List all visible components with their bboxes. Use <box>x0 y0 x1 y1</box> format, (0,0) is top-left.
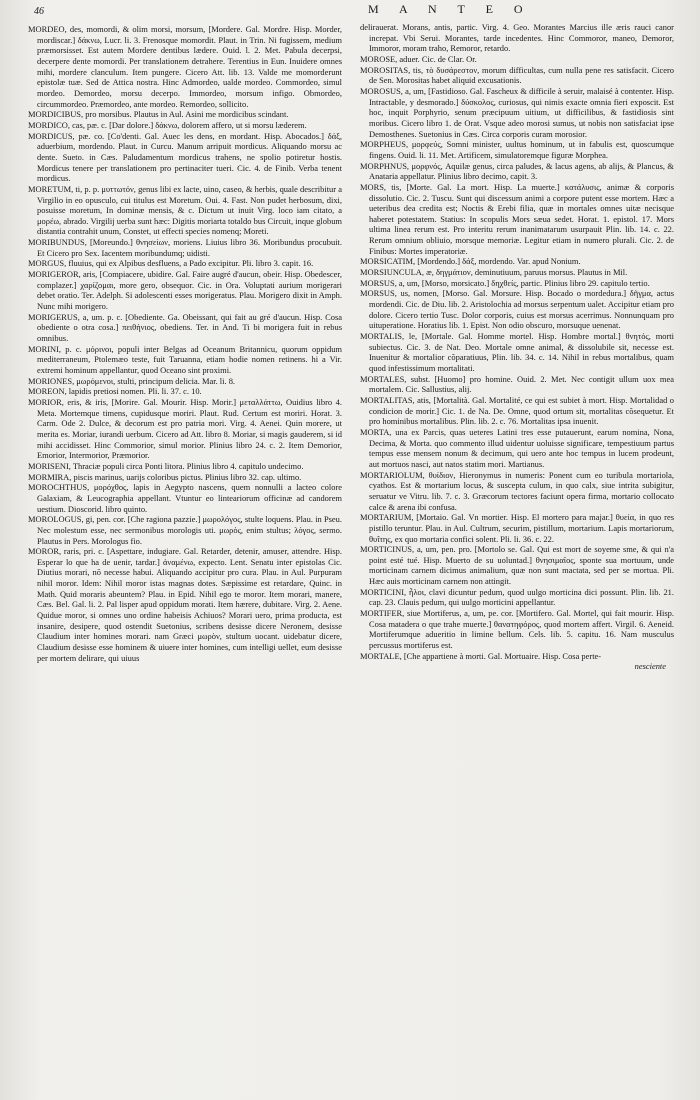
dictionary-entry: MORGUS, fluuius, qui ex Alpibus desfluens, a Pado excipitur. Pli. libro 3. capit. 16. <box>28 258 314 269</box>
dictionary-entry: MOROR, raris, pri. c. [Aspettare, indugiare. Gal. Retarder, detenir, amuser, attendre. Hisp. Esperar lo que ha de uenir, tardar.] ἀναμένω, expecto. Lent. Senatu inter epistolas Cic. Diutius morari, nō necesse habui. Aliquando accipitur pro cura. Plau. in Aul. Purpuram nihil moror. Idem: Nihil moror istas magnas dotes. Sæpissime est retardare, Quinc. in Math. Quid moraris abeuntem? Plau. in Epid. Nihil ego te moror. Item morari, manere, Cæs. Bel. Gal. li. 2. Pal lisper apud oppidum morati. Item hærere, dubitare. Virg. 2. Aene. Quidue moror, si omnes uno ordine habeisis Achiuos? Morari uero, prima producta, est insanire, desipere, quod ostendit Suetonius, scribens desisse dicere Neronem, desisse Claudium inter homines morari. nam Græci μωρὸν, stultum uocant. uidebatur dicere, Claudium desisse esse hominem & uiuere inter homines, cum intelligi uellet, eum desisse per mortem delirare, qui uiuus <box>28 546 342 663</box>
page-number: 46 <box>34 6 44 17</box>
dictionary-entry: MORPHEUS, μορφεύς, Somni minister, uultus hominum, ut in fabulis est, quoscumque fingens. Ouid. li. 11. Met. Artificem, simulatoremque figuræ Morphea. <box>360 139 674 160</box>
dictionary-entry: MORSICATIM, [Mordendo.] δάξ, mordendo. Var. apud Nonium. <box>360 256 581 267</box>
text-columns <box>28 22 674 1086</box>
dictionary-entry: MOROSE, aduer. Cic. de Clar. Or. <box>360 53 477 64</box>
dictionary-entry: MORSUS, us, nomen, [Morso. Gal. Morsure. Hisp. Bocado o mordedura.] δῆγμα, actus mordendi. Cic. de Diu. lib. 2. Aristolochia ad morsus serpentum ualet. Accipitur etiam pro dolore. Cicero tertio Tusc. Dolor corporis, cuius est morsus acerrimus. Nonnunquam pro uituperatione. Horatius lib. 1. Epist. Non odio obscuro, morsuque uenenat. <box>360 288 674 331</box>
dictionary-entry: MORSUS, a, um, [Morso, morsicato.] δηχθείς, partic. Plinius libro 29. capitulo tertio. <box>360 277 650 288</box>
dictionary-entry: MORIONES, μωρόμενοι, stulti, principum delicia. Mar. li. 8. <box>28 375 236 386</box>
dictionary-entry: MORIOR, eris, & iris, [Morire. Gal. Mourir. Hisp. Morir.] μεταλλάττω, Ouidius libro 4. Meta. Mortemque timens, cupidusque moriri. Plaut. Rud. Certum est moriri. Horat. 3. Carm. Ode 2. Dulce, & decorum est pro patria mori. Virg. 4. Aenei. Quin morere, ut merita es. Moriar, iurandi uerbum. Cicero ad Att. libro 8. Moriar, si magis gauderem, si id mihi accidisset. Hinc Commorior, simul morior. Plinius libro 24. c. 2. Item Demorior, Emorior, Intermorior, Præmorior. <box>28 396 342 461</box>
dictionary-entry: MORTIFER, siue Mortiferus, a, um, pe. cor. [Mortifero. Gal. Mortel, qui fait mourir. Hisp. Cosa matadera o que trahe muerte.] θανατηφόρος, quod mortem affert. Virgil. 6. Aeneid. Mortiferumque adueritio in limine bellum. Cels. lib. 5. capitu. 16. Nam musculus percussus mortiferus est. <box>360 608 674 651</box>
page-header <box>28 2 674 20</box>
dictionary-entry: MOROSITAS, tis, τὸ δυσάρεστον, morum difficultas, cum nulla pene res satisfacit. Cicero de Sen. Morositas habet aliquid excusationis. <box>360 64 674 86</box>
dictionary-entry: MORDICO, cas, pæ. c. [Dar dolore.] δάκνω, dolorem affero, ut si morsu læderem. <box>28 119 307 130</box>
dictionary-entry: MORDICIBUS, pro morsibus. Plautus in Aul. Asini me mordicibus scindant. <box>28 109 289 120</box>
right-column <box>360 22 674 1086</box>
dictionary-entry: MORTA, una ex Parcis, quas ueteres Latini tres esse putauerunt, earum nomina, Nona, Decima, & Morta. quo commento illud uidentur uoluisse significare, tempestiuum partus tempus esse mensem nonum & decimum, qui uero ante hoc tempus in lucem prodeunt, aut mortuos nasci, aut natos statim mori. Martianus. <box>360 426 674 469</box>
dictionary-entry: MORTICINUS, a, um, pen. pro. [Mortolo se. Gal. Qui est mort de soyeme sme, & qui n'a point esté tué. Hisp. Muerto de su uoluntad.] θνησιμαῖος, sponte sua mortuum, unde morticinam carnem dicimus animalium, quæ non sunt mactata, sed per se mortua. Pli. Hæc auis morticinam carnem non attingit. <box>360 544 674 587</box>
dictionary-entry: MORTICINI, ἧλοι, clavi dicuntur pedum, quod uulgo morticina dici possunt. Plin. lib. 21. cap. 23. Clauis pedum, qui uulgo morticini appellantur. <box>360 586 674 608</box>
dictionary-entry: MORPHNUS, μορφνός, Aquilæ genus, circa paludes, & lacus agens, ab alijs, & Plancus, & Anataria appellatur. Plinius libro decimo, capit. 3. <box>360 160 674 182</box>
dictionary-entry: MORINI, p. c. μόρινοι, populi inter Belgas ad Oceanum Britannicu, quorum oppidum mediterraneum, Ptolemæo teste, fuit Taruanna, etiam hodie nomen retinens. hi a Vir. extremi hominum appellantur, quod Oceano sint proximi. <box>28 343 342 375</box>
running-head: M A N T E O <box>368 2 532 16</box>
dictionary-entry: MORDICUS, pæ. co. [Co'denti. Gal. Auec les dens, en mordant. Hisp. Abocados.] δάξ, aduerbium, mordendo. Plaut. in Curcu. Manum arripuit mordicus. Aliquando morsu ac dente. Sueto. in Cæs. Paludamentum mordicus trahens, ne spolio potiretur hostis. Mordicus tenere per translationem pro pertinaciter tueri. Cic. 4. de Finib. Verba tenent mordicus. <box>28 130 342 184</box>
dictionary-entry: MORTALE, [Che appartiene à morti. Gal. Mortuaire. Hisp. Cosa perte- <box>360 650 602 661</box>
dictionary-entry: MORTARIUM, [Mortaio. Gal. Vn mortier. Hisp. El mortero para majar.] θυεία, in quo res pistillo teruntur. Plau. in Aul. Cultrum, securim, pistillum, mortarium. Lapis mortariorum, θυΐτης, ex quo mortaria confici solent. Pli. li. 36. c. 22. <box>360 512 674 544</box>
dictionary-entry: MORMIRA, piscis marinus, uarijs coloribus pictus. Plinius libro 32. cap. ultimo. <box>28 471 302 482</box>
dictionary-entry: MORTALITAS, atis, [Mortalità. Gal. Mortalité, ce qui est subiet à mort. Hisp. Mortalidad o condicion de morir.] Cic. 1. de Na. De. Omne, quod ortum sit, mortalitas cõsequetur. Et pro hominibus mortalibus. Plin. lib. 2. c. 76. Mortalitas ipsa inuenit. <box>360 394 674 427</box>
dictionary-entry: MORS, tis, [Morte. Gal. La mort. Hisp. La muerte.] κατάλυσις, animæ & corporis dissolutio. Cic. 2. Tuscu. Sunt qui discessum animi a corpore putent esse mortem. Hæc a ueteribus dea credita est; Noctis & Erebi filia, quæ in mortales omnes uitæ necisque haberet potestatem. Statius: In scopulis Mors sæua sedet. Horat. 1. epistol. 17. Mors ultima linea rerum est. Pro interitu rerum inanimatarum usurpauit Plin. lib. 14. c. 22. Rerum omnium obliuio, morsque memoriæ. Legitur etiam in numero plurali. Cic. 2. de Finibus: Mortes imperatoriæ. <box>360 181 674 256</box>
dictionary-entry: MOROSUS, a, um, [Fastidioso. Gal. Fascheux & difficile à seruir, malaisé à contenter. Hisp. Intractable, y desmorado.] δύσκολος, curiosus, qui nimis exacte omnia fieri exposcit. Est hoc, inquit Porphyrio, senum præcipuum uitium, ut difficilibus, & fastidiosis sint moribus. Cicero libro 1. de Orat. Vsque adeo morosi sumus, ut nobis non satisfaciat ipse Demosthenes. Suetonius in Cæs. Circa corporis curam morosior. <box>360 85 674 139</box>
dictionary-entry: MORETUM, ti, p. p. μυττωτόν, genus libi ex lacte, uino, caseo, & herbis, quale describitur a Virgilio in eo opusculo, cui titulus est Moretum. Oui. 4. Fast. Non pudet herbosum, dixi, posuisse moretum, In dominæ mensis, & c. Dictum ut inuit Virg. loco iam citato, a μορέω, abrado. Virgilij uerba sunt hæc: Digitis moriarta totaldo bus Circuit, inque globum distantia contrahit unum, Constet, ut effecti species nomenq; Moreti. <box>28 183 342 237</box>
dictionary-entry: MORDEO, des, momordi, & olim morsi, morsum, [Mordere. Gal. Mordre. Hisp. Morder, mordiscar.] δάκνω, Lucr. li. 3. Frenosque momordit. Plaut. in Trin. Ni fugissem, medium præmorsisset. Est autem Mordere dentibus lædere. Ouid. l. 2. Met. Pabula decerpsi, decerpere dente momordi. Per translationem detrahere. Terentius in Eun. Inuidere omnes mihi, mordere clanculum. Item pungere. Cicero Att. lib. 13. Valde me momorderunt epistolæ tuæ. Sed de Attica nostra. Hinc Admordeo, ualde mordeo. Commordeo, simul mordeo. Demordeo, morsu decerpo. Immordeo, morsum infigo. Obmordeo, circummordeo. Præmordeo, ante mordeo. Remordeo, sollicito. <box>28 24 342 109</box>
dictionary-entry: MOROLOGUS, gi, pen. cor. [Che ragiona pazzie.] μωρολόγος, stulte loquens. Plau. in Pseu. Nec molestum esse, nec sermonibus morologis uti. μωρός, enim stultus; λόγος, sermo. Plautus in Pers. Morologus fio. <box>28 514 342 546</box>
dictionary-entry: MORTALIS, le, [Mortale. Gal. Homme mortel. Hisp. Hombre mortal.] θνητός, morti subiectus. Cic. 3. de Nat. Deo. Mortale omne animal, & dissolubile sit, necesse est. Inuenitur & mortalior cõparatiuus, Plin. lib. 34. c. 14. Nihil in rebus mortalibus, quam quod infestissimum mortalitati. <box>360 331 674 373</box>
dictionary-entry: MORTARIOLUM, θυίδιον, Hieronymus in numeris: Ponent cum eo turibula mortariola, cyathos. Est & mortarium locus, & suscepta culum, in quo calx, siue intrita subigitur, seruatur ve Vitru. lib. 7. c. 3. Græcorum tectores faciunt opera firma, mortario collocato calce & arena ibi confusa. <box>360 469 674 512</box>
left-column <box>28 24 342 1086</box>
dictionary-entry: MORSIUNCULA, æ, δηγμάτιον, deminutiuum, paruus morsus. Plautus in Mil. <box>360 267 628 278</box>
dictionary-entry: MOREON, lapidis pretiosi nomen. Pli. li. 37. c. 10. <box>28 386 202 397</box>
dictionary-entry: MORIGERUS, a, um. p. c. [Obediente. Ga. Obeissant, qui fait au gré d'aucun. Hisp. Cosa obediente o otra cosa.] πειθήνιος, obediens. Ter. in And. Ti bi morigera fuit in rebus omnibus. <box>28 311 342 344</box>
dictionary-entry: MORIGEROR, aris, [Compiacere, ubidire. Gal. Faire augré d'aucun, obeir. Hisp. Obedescer, complazer.] χαρίζομαι, more gero, obsequor. Cic. in Ora. Voluptati aurium morigerari debet oratio. Ter. Adelph. Si adolescenti esses morigeratus. Plau. Morigero dixit in Amph. Nunc mihi morigero. <box>28 269 342 312</box>
dictionary-entry: delirauerat. Morans, antis, partic. Virg. 4. Geo. Morantes Marcius ille æris rauci canor increpat. Vbi Serui. Morantes, tarde incedentes. Hinc Commoror, maneo, Demoror, Immoror, moram traho, Remoror, retardo. <box>360 22 674 54</box>
dictionary-entry: MORTALES, subst. [Huomo] pro homine. Ouid. 2. Met. Nec contigit ullum uox mea mortalem. Cic. Sallustius, alij. <box>360 373 674 395</box>
dictionary-entry: MORIBUNDUS, [Moreundo.] θνησείων, moriens. Liuius libro 36. Moribundus procubuit. Et Cicero pro Sex. Iacentem moribundumq; uidisti. <box>28 237 342 258</box>
catchword: nesciente <box>634 661 666 672</box>
dictionary-entry: MORISENI, Thraciæ populi circa Ponti litora. Plinius libro 4. capitulo undecimo. <box>28 460 304 471</box>
dictionary-entry: MOROCHTHUS, μορόχθος, lapis in Aegypto nascens, quem nonnulli a lacteo colore Galaxiam, & Leucographia appellant. Vtuntur eo linteariorum officinæ ad candorem uestium. Dioscorid. libro quinto. <box>28 482 342 514</box>
